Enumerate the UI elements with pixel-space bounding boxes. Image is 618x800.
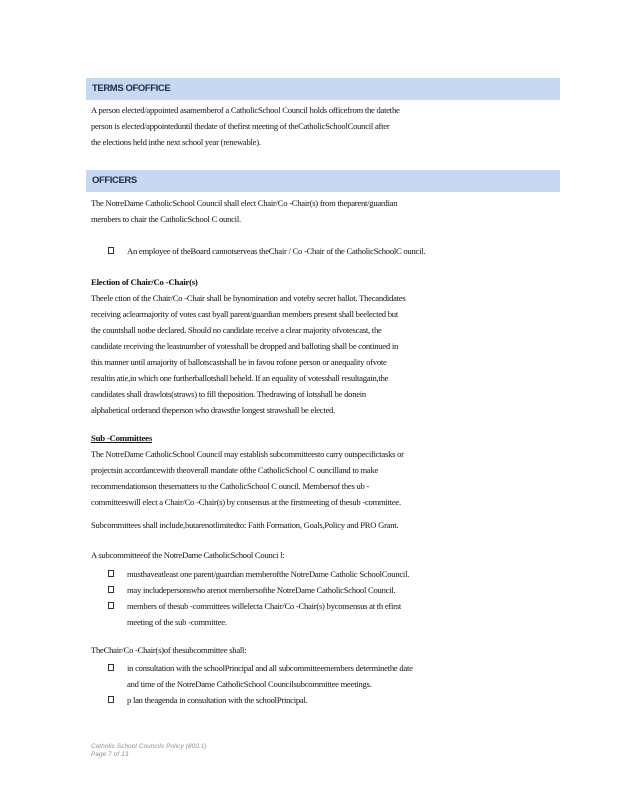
paragraph-line: A subcommitteeof the NotreDame CatholicSchool Counci l: bbox=[91, 550, 285, 560]
officers-bullet bbox=[110, 243, 550, 259]
paragraph-line: resultin atie,in which one furtherballotshall beheld. If an equality of votesshall resultagain,the bbox=[91, 373, 389, 383]
paragraph-line: Subcommittees shall include,butarenotlimitedto: Faith Formation, Goals,Policy and PRO Grant. bbox=[91, 520, 399, 530]
subcommittee-bullet bbox=[110, 566, 550, 582]
paragraph-line: the countshall notbe declared. Should no candidate receive a clear majority ofvotescast, the bbox=[91, 325, 382, 335]
footer-document-title: Catholic School Councils Policy (800.1) bbox=[91, 743, 207, 750]
paragraph-line: committeeswill elect a Chair/Co -Chair(s) by consensus at the firstmeeting of thesub -committee. bbox=[91, 497, 401, 507]
chair-bullet bbox=[110, 660, 550, 692]
paragraph-line: recommendationson thesematters to the CatholicSchool C ouncil. Membersof thes ub - bbox=[91, 481, 370, 491]
subcommittee-bullet bbox=[110, 582, 550, 598]
bullet-box-icon bbox=[108, 586, 114, 593]
terms-of-office-title: TERMS OFOFFICE bbox=[92, 83, 171, 94]
page-footer bbox=[91, 743, 207, 759]
bullet-box-icon bbox=[108, 602, 114, 609]
bullet-text: members of thesub -committees willelecta Chair/Co -Chair(s) byconsensus at th efirst bbox=[127, 601, 401, 611]
subcommittee-intro bbox=[91, 547, 543, 563]
election-section bbox=[91, 274, 543, 418]
bullet-text-continued: meeting of the sub -committee. bbox=[127, 617, 227, 627]
bullet-text: p lan theagenda in consultation with the schoolPrincipal. bbox=[127, 695, 308, 705]
paragraph-line: receiving aclearmajority of votes cast byall parent/guardian members present shall beelected but bbox=[91, 309, 398, 319]
paragraph-line: The NotreDame CatholicSchool Council shall elect Chair/Co -Chair(s) from theparent/guardian bbox=[91, 198, 398, 208]
paragraph-line: TheChair/Co -Chair(s)of thesubcommittee shall: bbox=[91, 645, 247, 655]
bullet-text: An employee of theBoard cannotserveas theChair / Co -Chair of the CatholicSchoolC ouncil. bbox=[127, 246, 426, 256]
chair-intro bbox=[91, 642, 543, 658]
officers-title: OFFICERS bbox=[92, 175, 137, 186]
terms-of-office-paragraph bbox=[91, 102, 543, 150]
paragraph-line: members to chair the CatholicSchool C ouncil. bbox=[91, 214, 241, 224]
bullet-text: in consultation with the schoolPrincipal and all subcommitteemembers determinethe date bbox=[127, 663, 413, 673]
subcommittees-include-line bbox=[91, 517, 543, 533]
chair-bullet bbox=[110, 692, 550, 708]
paragraph-line: A person elected/appointed asamemberof a CatholicSchool Council holds officefrom the datethe bbox=[91, 105, 400, 115]
bullet-box-icon bbox=[108, 664, 114, 671]
bullet-box-icon bbox=[108, 247, 114, 254]
subcommittee-bullet bbox=[110, 598, 550, 630]
bullet-text-continued: and time of the NotreDame CatholicSchool Councilsubcommittee meetings. bbox=[127, 679, 372, 689]
bullet-text: may includepersonswho arenot membersofthe NotreDame CatholicSchool Council. bbox=[127, 585, 396, 595]
paragraph-line: The NotreDame CatholicSchool Council may establish subcommitteesto carry outspecifictasks or bbox=[91, 449, 404, 459]
terms-of-office-header bbox=[86, 78, 560, 100]
officers-header bbox=[86, 170, 560, 192]
paragraph-line: candidate receiving the leastnumber of votesshall be dropped and balloting shall be continued in bbox=[91, 341, 398, 351]
election-heading: Election of Chair/Co -Chair(s) bbox=[91, 277, 198, 287]
paragraph-line: the elections held inthe next school year (renewable). bbox=[91, 137, 261, 147]
bullet-text: musthaveatleast one parent/guardian memberofthe NotreDame Catholic SchoolCouncil. bbox=[127, 569, 410, 579]
paragraph-line: alphabetical orderand theperson who drawsthe longest strawshall be elected. bbox=[91, 405, 335, 415]
paragraph-line: candidates shall drawlots(straws) to fill theposition. Thedrawing of lotsshall be donein bbox=[91, 389, 366, 399]
paragraph-line: projectsin accordancewith theoverall mandate ofthe CatholicSchool C ouncilland to make bbox=[91, 465, 379, 475]
paragraph-line: person is elected/appointeduntil thedate of thefirst meeting of theCatholicSchoolCouncil after bbox=[91, 121, 390, 131]
officers-paragraph bbox=[91, 195, 543, 227]
paragraph-line: this manner until amajority of ballotscastshall be in favou rofone person or anequality ofvote bbox=[91, 357, 387, 367]
subcommittees-section bbox=[91, 430, 543, 510]
paragraph-line: Theele ction of the Chair/Co -Chair shall be bynomination and voteby secret ballot. Thecandidates bbox=[91, 293, 406, 303]
bullet-box-icon bbox=[108, 570, 114, 577]
bullet-box-icon bbox=[108, 696, 114, 703]
subcommittees-heading: Sub -Committees bbox=[91, 433, 152, 443]
footer-page-number: Page 7 of 13 bbox=[91, 751, 129, 758]
